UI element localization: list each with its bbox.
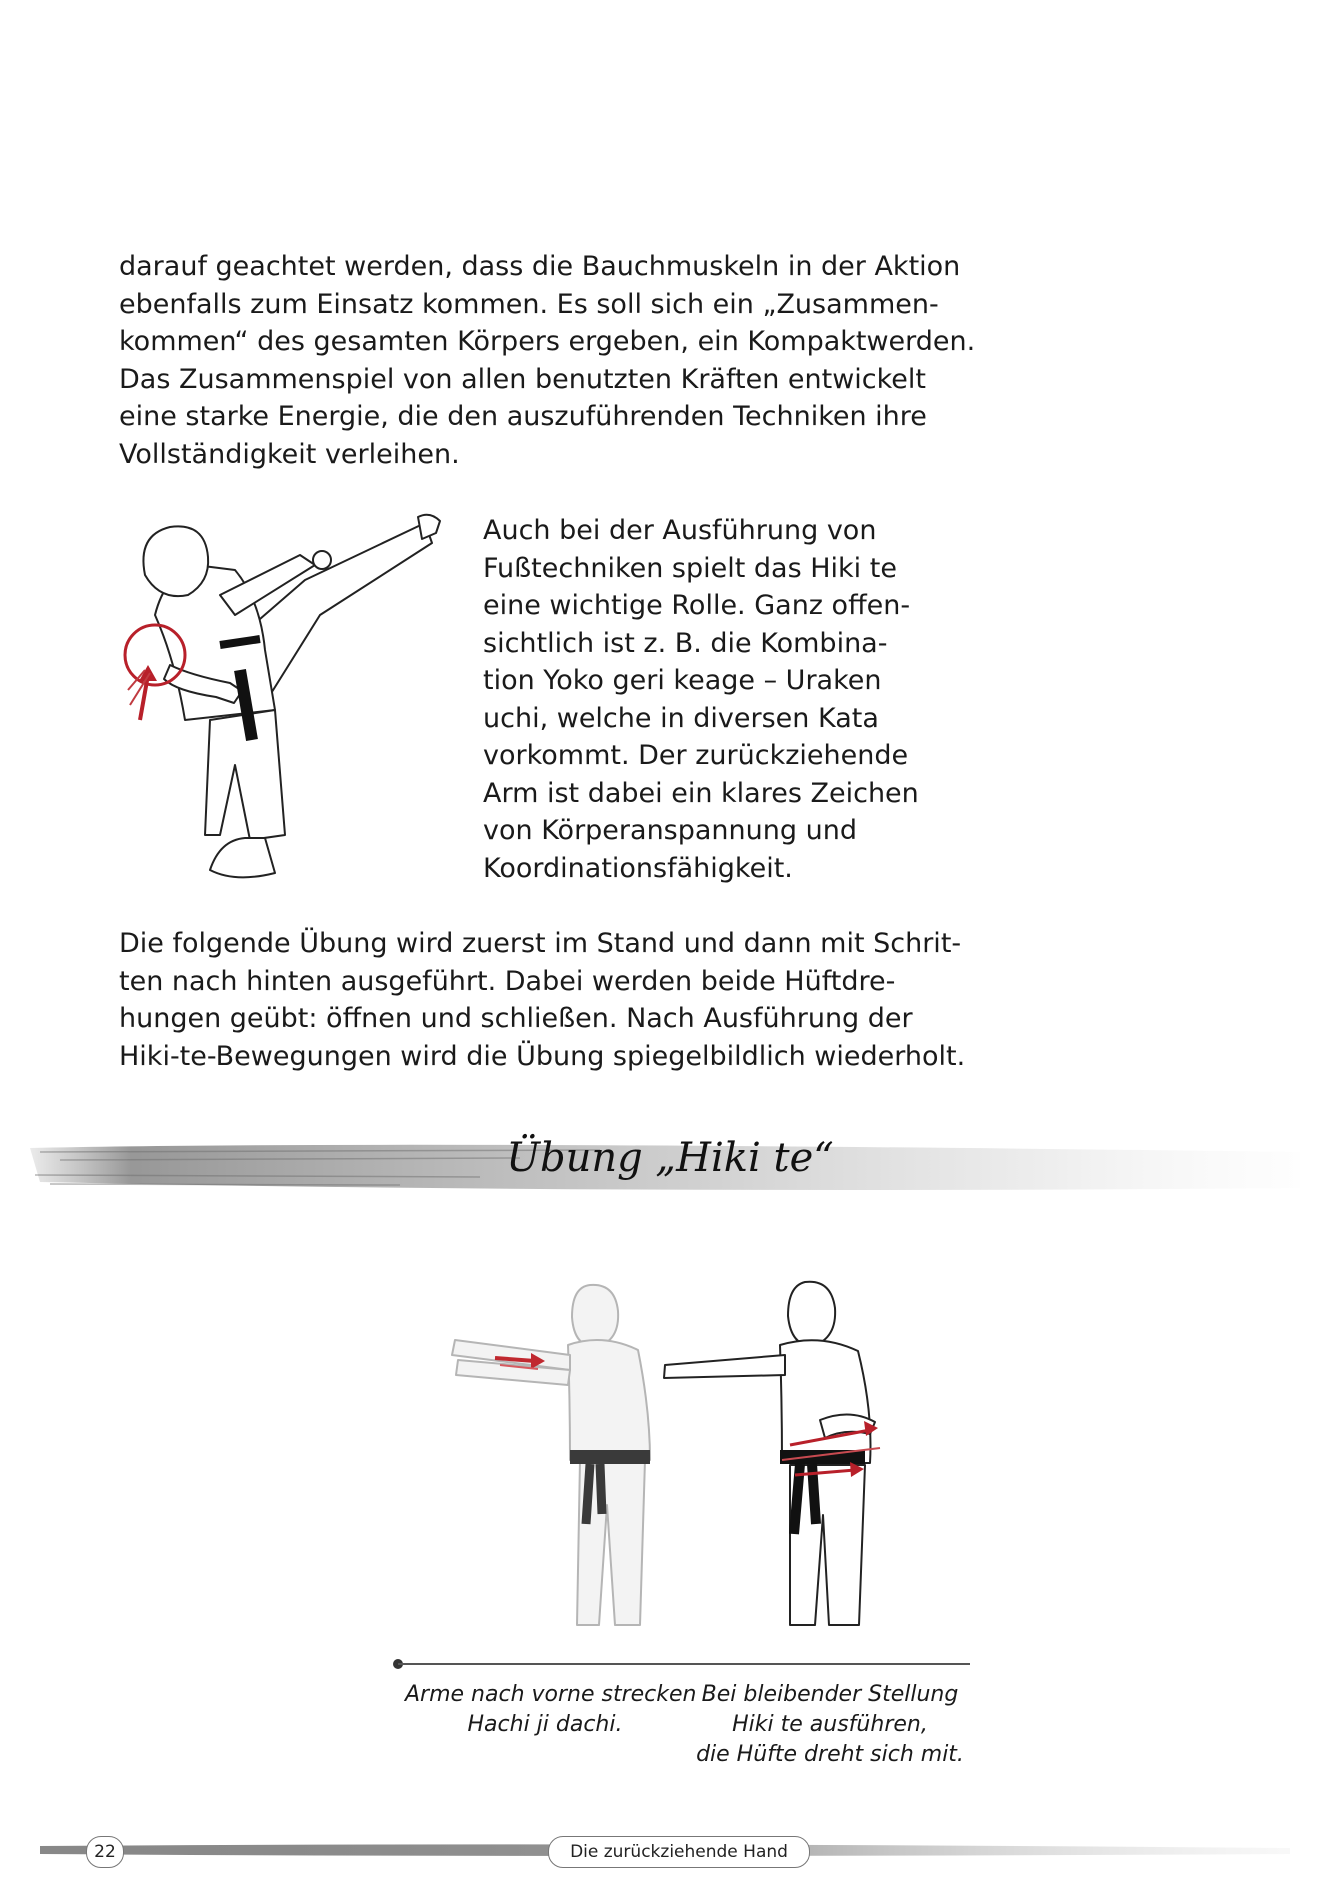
text-line: darauf geachtet werden, dass die Bauchmuskeln in der Aktion	[119, 251, 961, 282]
text-line: ebenfalls zum Einsatz kommen. Es soll sich ein „Zusammen-	[119, 288, 939, 320]
caption-hiki-te	[690, 1680, 970, 1770]
caption-line: Hachi ji dachi.	[467, 1712, 623, 1737]
text-line: Vollständigkeit verleihen.	[119, 438, 460, 470]
text-line: Auch bei der Ausführung von	[483, 515, 877, 546]
figure-arms-forward-illustration	[440, 1275, 670, 1645]
paragraph-kick	[483, 512, 919, 887]
caption-arms-forward	[405, 1680, 697, 1740]
paragraph-exercise-intro	[119, 925, 966, 1075]
figure-hiki-te-illustration	[650, 1270, 910, 1650]
text-line: Arm ist dabei ein klares Zeichen	[483, 777, 919, 809]
caption-line: Bei bleibender Stellung	[701, 1682, 959, 1707]
text-line: Das Zusammenspiel von allen benutzten Kräften entwickelt	[119, 363, 926, 395]
page-number: 22	[86, 1836, 124, 1868]
paragraph-intro	[119, 248, 976, 473]
text-line: Fußtechniken spielt das Hiki te	[483, 552, 897, 584]
caption-line: Arme nach vorne strecken	[405, 1682, 697, 1707]
caption-line: Hiki te ausführen,	[732, 1712, 928, 1737]
text-line: Hiki-te-Bewegungen wird die Übung spiegelbildlich wiederholt.	[119, 1040, 966, 1072]
text-line: tion Yoko geri keage – Uraken	[483, 665, 882, 696]
text-line: hungen geübt: öffnen und schließen. Nach Ausführung der	[119, 1003, 913, 1034]
text-line: Koordinationsfähigkeit.	[483, 852, 793, 884]
text-line: uchi, welche in diversen Kata	[483, 702, 879, 734]
text-line: eine starke Energie, die den auszuführenden Techniken ihre	[119, 401, 927, 432]
text-line: kommen“ des gesamten Körpers ergeben, ein Kompaktwerden.	[119, 326, 976, 357]
text-line: sichtlich ist z. B. die Kombina-	[483, 627, 888, 659]
caption-line: die Hüfte dreht sich mit.	[696, 1742, 964, 1767]
exercise-title: Übung „Hiki te“	[506, 1135, 834, 1181]
text-line: von Körperanspannung und	[483, 815, 857, 846]
running-title: Die zurückziehende Hand	[548, 1836, 810, 1868]
yoko-geri-illustration	[100, 505, 460, 885]
text-line: vorkommt. Der zurückziehende	[483, 740, 909, 771]
text-line: eine wichtige Rolle. Ganz offen-	[483, 590, 911, 621]
text-line: ten nach hinten ausgeführt. Dabei werden beide Hüftdre-	[119, 965, 896, 997]
caption-divider	[392, 1658, 972, 1670]
text-line: Die folgende Übung wird zuerst im Stand und dann mit Schrit-	[119, 928, 962, 959]
